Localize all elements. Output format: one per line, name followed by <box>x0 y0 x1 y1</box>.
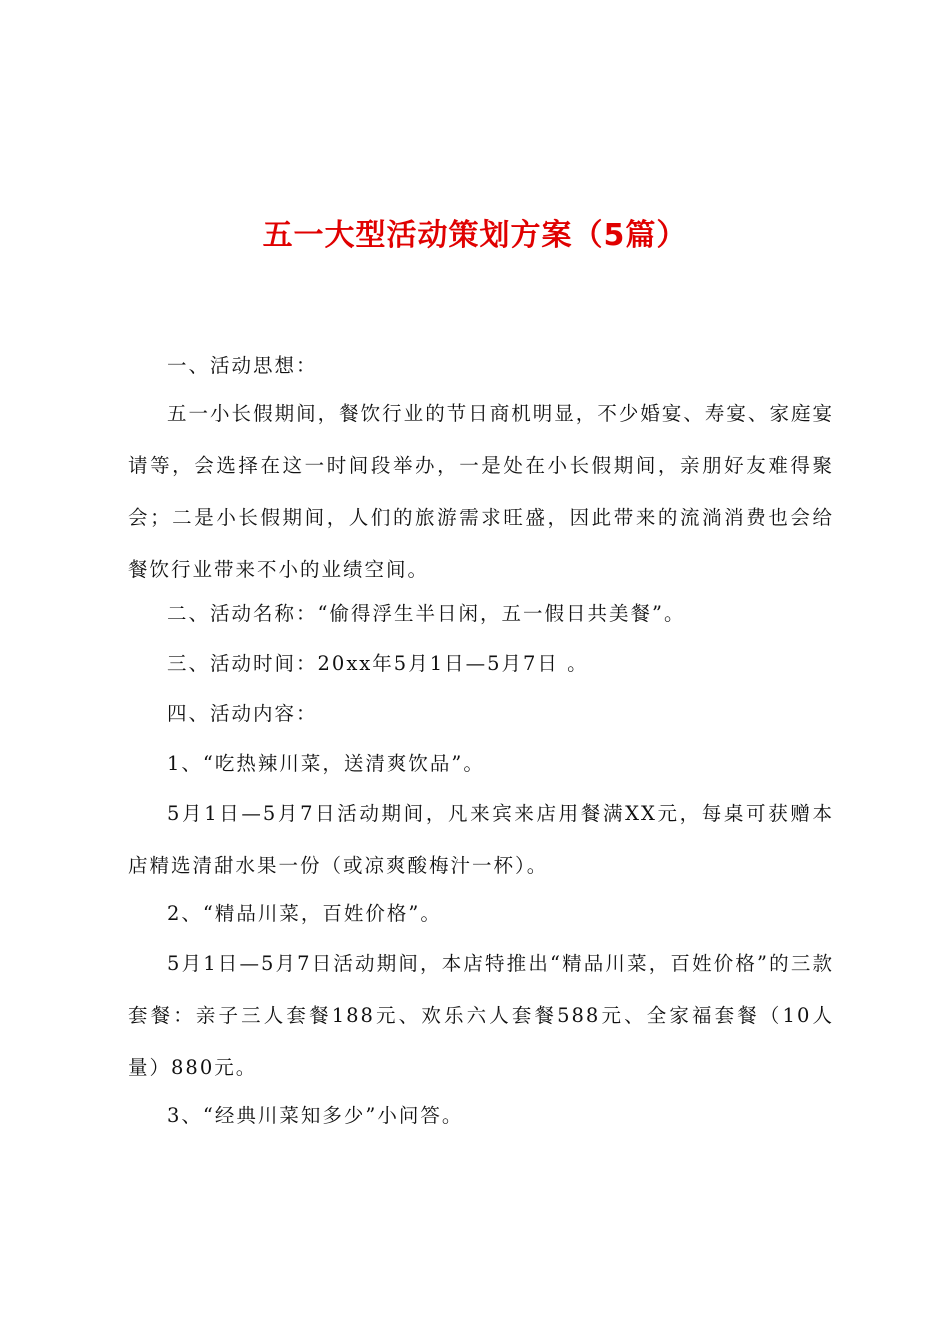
section-heading-activity-content: 四、活动内容： <box>167 702 318 725</box>
list-item-2-title: 2、“精品川菜，百姓价格”。 <box>167 902 442 925</box>
document-title: 五一大型活动策划方案（5篇） <box>262 218 688 253</box>
paragraph-activity-idea: 五一小长假期间，餐饮行业的节日商机明显，不少婚宴、寿宴、家庭宴请等，会选择在这一时间段举办，一是处在小长假期间，亲朋好友难得聚会；二是小长假期间，人们的旅游需求旺盛，因此带来的流淌消费也会给餐饮行业带来不小的业绩空间。 <box>128 402 834 581</box>
list-item-2-description: 5月1日—5月7日活动期间，本店特推出“精品川菜，百姓价格”的三款套餐：亲子三人套餐188元、欢乐六人套餐588元、全家福套餐（10人量）880元。 <box>128 952 834 1079</box>
paragraph-activity-time: 三、活动时间：20xx年5月1日—5月7日 。 <box>167 652 589 675</box>
list-item-3-title: 3、“经典川菜知多少”小问答。 <box>167 1104 464 1127</box>
section-heading-activity-idea: 一、活动思想： <box>167 354 318 377</box>
paragraph-activity-name: 二、活动名称：“偷得浮生半日闲，五一假日共美餐”。 <box>167 602 686 625</box>
list-item-1-title: 1、“吃热辣川菜，送清爽饮品”。 <box>167 752 485 775</box>
list-item-1-description: 5月1日—5月7日活动期间，凡来宾来店用餐满XX元，每桌可获赠本店精选清甜水果一份（或凉爽酸梅汁一杯）。 <box>128 802 834 877</box>
